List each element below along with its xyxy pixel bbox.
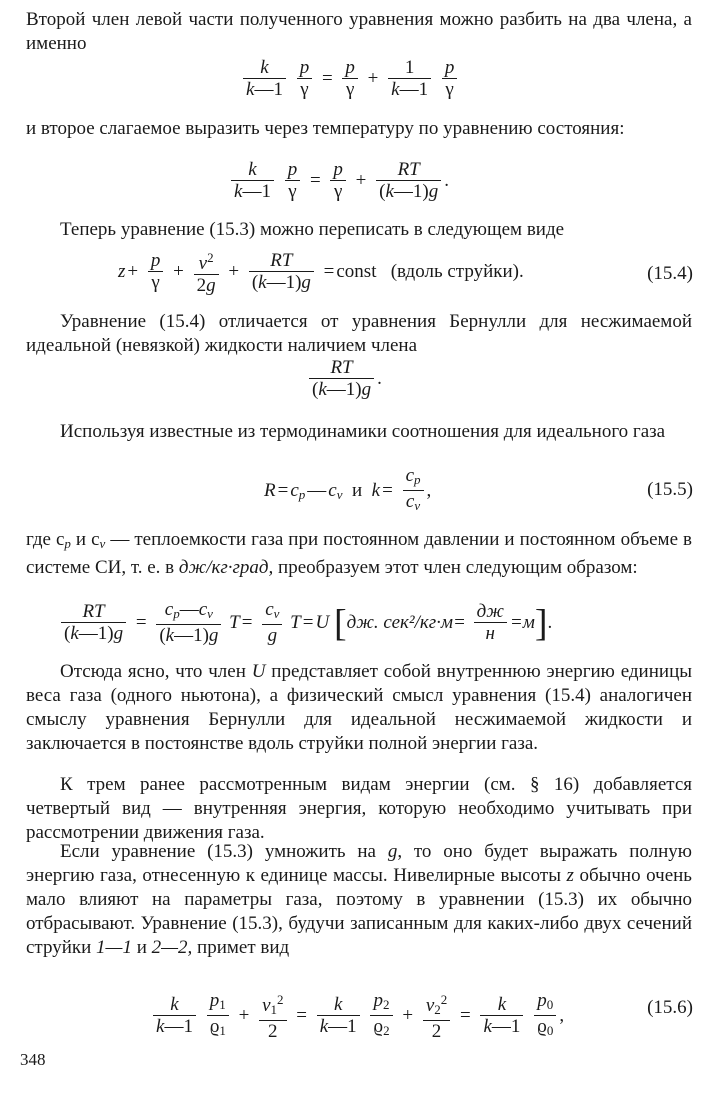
- p6-part-a: где c: [26, 529, 65, 550]
- equation-state: $\frac{k}{k—1}$ $\frac{p}{\gamma}$ = $\frac{p}{\gamma}$ + $\frac{RT}{(k—1)g}$ .: [228, 160, 449, 203]
- equation-number-15-6: (15.6): [647, 997, 693, 1018]
- p6-part-e: преобразуем этот член следующим образом:: [273, 557, 638, 578]
- paragraph-5: Используя известные из термодинамики соотношения для идеального газа: [60, 421, 666, 442]
- p7-part-c: представляет собой внутреннюю энергию единицы веса газа (одного ньютона), а физический смысл уравнения (15.4) аналогичен смыслу уравнения Бернулли для идеальной несжимаемой жидкости и заключается в постоянстве вдоль струйки полной энергии газа.: [26, 661, 692, 754]
- p9-section-1: 1—1: [96, 937, 132, 958]
- paragraph-4: Уравнение (15.4) отличается от уравнения Бернулли для несжимаемой идеальной (невязкой) жидкости наличием члена: [26, 311, 692, 356]
- and-label: и: [351, 479, 363, 501]
- p9-symbol-g: g: [387, 841, 398, 862]
- paragraph-8: К трем ранее рассмотренным видам энергии (см. § 16) добавляется четвертый вид — внутренняя энергия, которую необходимо учитывать при рассмотрении движения газа.: [26, 774, 692, 843]
- units-numerator: дж: [476, 601, 504, 622]
- equation-member: $\frac{RT}{(k—1)g}$ .: [306, 358, 382, 401]
- p9-part-e: обычно очень мало влияют на параметры газа, поэтому в уравнении (15.3) их обычно отбрасывают. Уравнение (15.3), будучи записанным для каких-либо двух сечений струйки: [26, 865, 692, 958]
- p9-part-g: и: [131, 937, 152, 958]
- equation-number-15-5: (15.5): [647, 479, 693, 500]
- p6-units: дж/кг·град,: [178, 557, 274, 578]
- page-number: 348: [20, 1050, 46, 1069]
- along-label: (вдоль струйки).: [390, 260, 524, 282]
- paragraph-2: и второе слагаемое выразить через температуру по уравнению состояния:: [26, 118, 625, 139]
- equation-15-5: $R = c_p$ — $c_v$ и k = $\frac{c_p}{c_v}$ ,: [264, 465, 432, 513]
- p9-part-a: Если уравнение (15.3) умножить на: [60, 841, 388, 862]
- equation-split: $\frac{k}{k—1}$ $\frac{p}{\gamma}$ = $\frac{p}{\gamma}$ + $\frac{1}{k—1}$ $\frac{p}{\gamma}$: [240, 58, 460, 101]
- paragraph-7: [26, 660, 692, 756]
- paragraph-1: Второй член левой части полученного уравнения можно разбить на два члена, а именно: [26, 9, 692, 54]
- equation-number-15-4: (15.4): [647, 263, 693, 284]
- units-text: дж. сек²/кг·м=: [346, 611, 466, 633]
- units-end: =м: [509, 611, 535, 633]
- p9-section-2: 2—2,: [151, 937, 193, 958]
- paragraph-3: Теперь уравнение (15.3) можно переписать в следующем виде: [60, 219, 565, 240]
- p9-part-i: примет вид: [192, 937, 290, 958]
- p7-part-a: Отсюда ясно, что член: [60, 661, 252, 682]
- p7-symbol-u: U: [251, 661, 266, 682]
- const-label: const: [336, 260, 377, 282]
- units-denominator: н: [485, 623, 495, 644]
- p9-symbol-z: z: [566, 865, 574, 886]
- p9-part-c: , то оно будет выражать полную энергию газа, отнесенную к единице массы. Нивелирные высоты: [26, 841, 693, 886]
- paragraph-9: [26, 840, 692, 960]
- equation-internal-energy: $\frac{RT}{(k—1)g}$ = $\frac{c_p—c_v}{(k—1)g}$ T = $\frac{c_v}{g}$ T = U [дж. сек²/кг·м= $\frac{дж}{н}$ =м].: [58, 600, 552, 647]
- equation-15-6: $\frac{k}{k—1}$ $\frac{p_1}{ϱ_1}$ + $\frac{v_1^2}{2}$ = $\frac{k}{k—1}$ $\frac{p_2}{ϱ_2}$ + $\frac{v_2^2}{2}$ = $\frac{k}{k—1}$ $\frac{p_0}{ϱ_0}$ ,: [150, 990, 564, 1043]
- equation-15-4: z + $\frac{p}{\gamma}$ + $\frac{v^2}{2g}$ + $\frac{RT}{(k—1)g}$ = const (вдоль струйки).: [118, 250, 524, 296]
- paragraph-6: где $c_p$ и $c_v$ — теплоемкости газа при постоянном давлении и постоянном объеме в системе СИ, т. е. в дж/кг·град, преобразуем этот член следующим образом:: [26, 529, 692, 578]
- p6-part-c: — теплоемкости газа при постоянном давлении и постоянном объеме в системе СИ, т. е. в: [26, 529, 692, 578]
- p6-part-b: и c: [70, 529, 100, 550]
